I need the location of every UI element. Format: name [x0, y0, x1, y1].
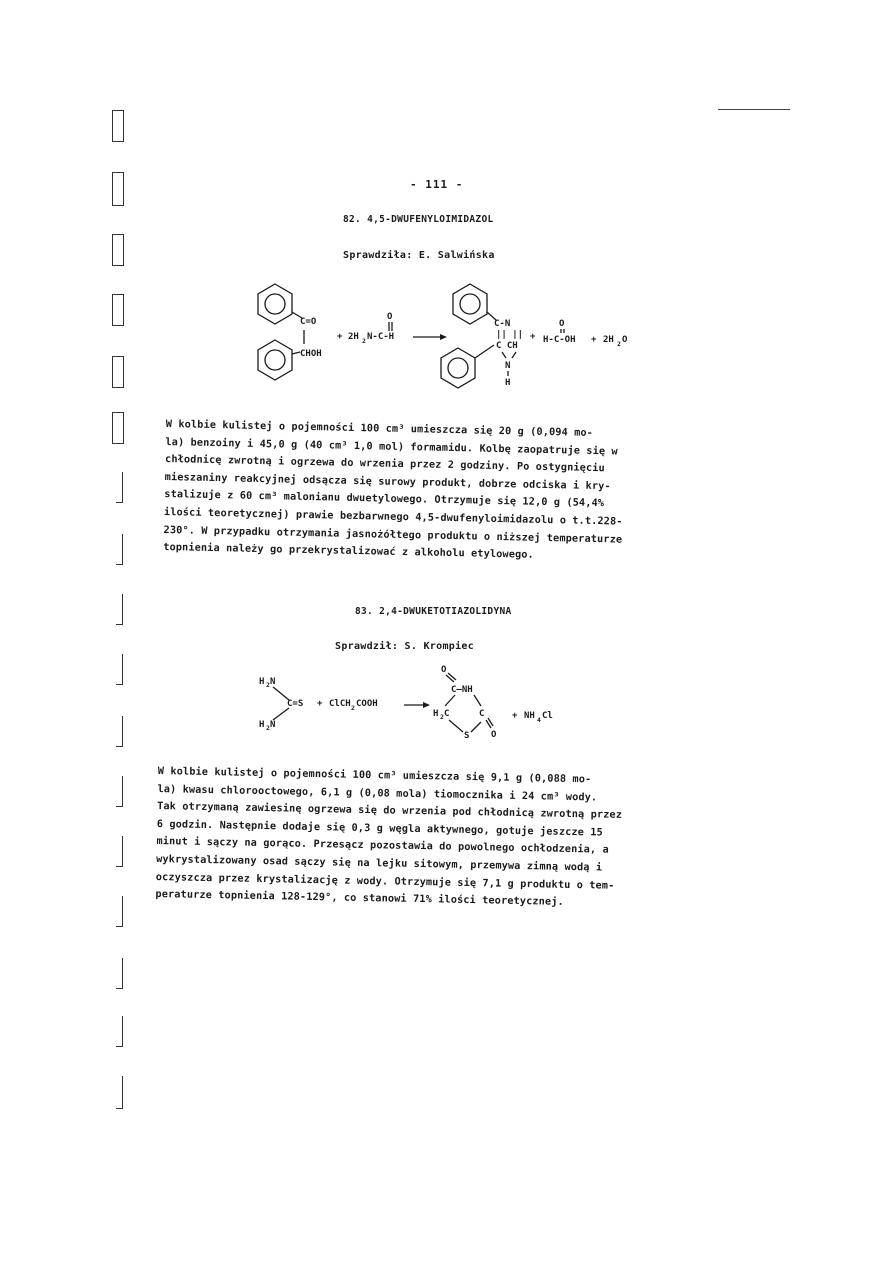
benzene-ring — [453, 284, 487, 324]
ring-c-label: C — [444, 709, 450, 719]
benzene-ring — [441, 348, 475, 388]
carbonyl-label: C=O — [300, 317, 317, 327]
arrow-icon — [423, 702, 430, 708]
ring-top-label: C-N — [494, 319, 511, 329]
ring-h-label: H — [505, 378, 511, 388]
binder-mark — [116, 776, 123, 807]
water-subscript: 2 — [617, 340, 621, 348]
binder-mark — [116, 594, 123, 625]
plus-sign: + — [512, 711, 518, 721]
ammonium-subscript: 4 — [537, 716, 541, 724]
plus-sign: + — [530, 332, 536, 342]
amine-bottom-h: H — [259, 720, 265, 730]
section-82-paragraph — [163, 416, 696, 568]
text-line: topnienia należy go przekrystalizować z alkoholu etylowego. — [163, 542, 535, 561]
section-82-checked-by: Sprawdziła: E. Salwińska — [343, 250, 495, 261]
section-83-title: 83. 2,4-DWUKETOTIAZOLIDYNA — [355, 606, 512, 617]
formic-acid-label: H-C-OH — [543, 335, 576, 345]
binder-mark — [116, 896, 123, 927]
oxo-label: O — [387, 312, 393, 322]
binder-mark — [112, 110, 124, 142]
section-83-paragraph — [155, 763, 688, 914]
text-line: 230°. W przypadku otrzymania jasnożółtego produktu o niższej temperaturze — [163, 524, 623, 546]
water-right: O — [622, 335, 628, 345]
plus-sign: + — [591, 335, 597, 345]
oxo-label: O — [441, 665, 447, 675]
binder-mark — [116, 534, 123, 565]
text-line: Tak otrzymaną zawiesinę ogrzewa się do wrzenia pod chłodnicą zwrotną przez — [157, 801, 623, 822]
binder-mark — [116, 472, 123, 503]
formamide-left: 2H — [348, 332, 359, 342]
ring-s-label: S — [464, 731, 470, 741]
amine-bottom-n: N — [270, 720, 276, 730]
binder-mark — [112, 234, 124, 266]
plus-sign: + — [337, 332, 343, 342]
binder-mark — [116, 654, 123, 685]
formamide-right: N-C-H — [367, 332, 395, 342]
text-line: oczyszcza przez krystalizację z wody. Otrzymuje się 7,1 g produktu o tem- — [155, 871, 615, 892]
oxo-label: O — [491, 730, 497, 740]
binder-mark — [116, 958, 123, 989]
reaction-scheme-83 — [255, 664, 585, 744]
binder-mark — [116, 716, 123, 747]
binder-mark — [116, 836, 123, 867]
ring-ch2-subscript: 2 — [440, 713, 444, 721]
text-line: W kolbie kulistej o pojemności 100 cm³ umieszcza się 20 g (0,094 mo- — [165, 418, 594, 439]
binder-mark — [112, 172, 124, 206]
amine-top-h: H — [259, 677, 265, 687]
ammonium-right: Cl — [542, 711, 553, 721]
text-line: peraturze topnienia 128-129°, co stanowi 71% ilości teoretycznej. — [155, 889, 564, 908]
binder-mark — [112, 294, 124, 326]
benzene-ring — [258, 284, 292, 324]
binder-mark — [116, 1016, 123, 1047]
binder-mark — [116, 1076, 123, 1109]
page-number: - 111 - — [410, 178, 464, 191]
ring-c-nh-label: C—NH — [451, 685, 473, 695]
amine-bottom-subscript: 2 — [266, 724, 270, 732]
ring-c2-label: C — [479, 709, 485, 719]
text-line: wykrystalizowany osad sączy się na lejku sitowym, przemywa zimną wodą i — [156, 853, 603, 874]
text-line: stalizuje z 60 cm³ malonianu dwuetylowego. Otrzymuje się 12,0 g (54,4% — [164, 489, 605, 510]
alcohol-label: CHOH — [300, 349, 322, 359]
amine-top-n: N — [270, 677, 276, 687]
section-83-checked-by: Sprawdził: S. Krompiec — [335, 641, 475, 652]
text-line: la) kwasu chlorooctowego, 6,1 g (0,08 mola) tiomocznika i 24 cm³ wody. — [157, 783, 598, 804]
text-line: ilości teoretycznej) prawie bezbarwnego 4,5-dwufenyloimidazolu o t.t.228- — [163, 506, 623, 528]
ring-bonds-label: || || — [496, 330, 524, 340]
reaction-scheme-82 — [240, 282, 660, 392]
binder-mark — [112, 412, 124, 444]
binder-mark — [112, 356, 124, 388]
ring-n-label: N — [505, 361, 511, 371]
arrow-icon — [440, 334, 447, 340]
ring-ch2-h: H — [433, 709, 439, 719]
text-line: mieszaniny reakcyjnej odsącza się surowy produkt, dobrze odciska i kry- — [164, 471, 611, 493]
thione-label: C=S — [287, 699, 304, 709]
benzene-ring — [258, 340, 292, 380]
text-line: minut i sączy na gorąco. Przesącz pozostawia do powolnego ochłodzenia, a — [156, 836, 609, 857]
ring-mid-label: C CH — [496, 341, 518, 351]
section-82-title: 82. 4,5-DWUFENYLOIMIDAZOL — [343, 214, 494, 225]
text-line: W kolbie kulistej o pojemności 100 cm³ umieszcza się 9,1 g (0,088 mo- — [157, 765, 592, 786]
text-line: 6 godzin. Następnie dodaje się 0,3 g węgla aktywnego, gotuje jeszcze 15 — [156, 818, 603, 839]
text-line: chłodnicę zwrotną i ogrzewa do wrzenia przez 2 godziny. Po ostygnięciu — [164, 454, 605, 475]
amine-top-subscript: 2 — [266, 681, 270, 689]
acid-subscript: 2 — [351, 704, 355, 712]
plus-sign: + — [317, 699, 323, 709]
acid-right: COOH — [356, 699, 378, 709]
ammonium-left: NH — [524, 711, 535, 721]
water-left: 2H — [603, 335, 614, 345]
text-line: la) benzoiny i 45,0 g (40 cm³ 1,0 mol) formamidu. Kolbę zaopatruje się w — [165, 436, 618, 458]
formamide-subscript: 2 — [362, 337, 366, 345]
oxo-label: O — [559, 319, 565, 329]
acid-left: ClCH — [329, 699, 351, 709]
scan-edge-line — [718, 109, 790, 110]
